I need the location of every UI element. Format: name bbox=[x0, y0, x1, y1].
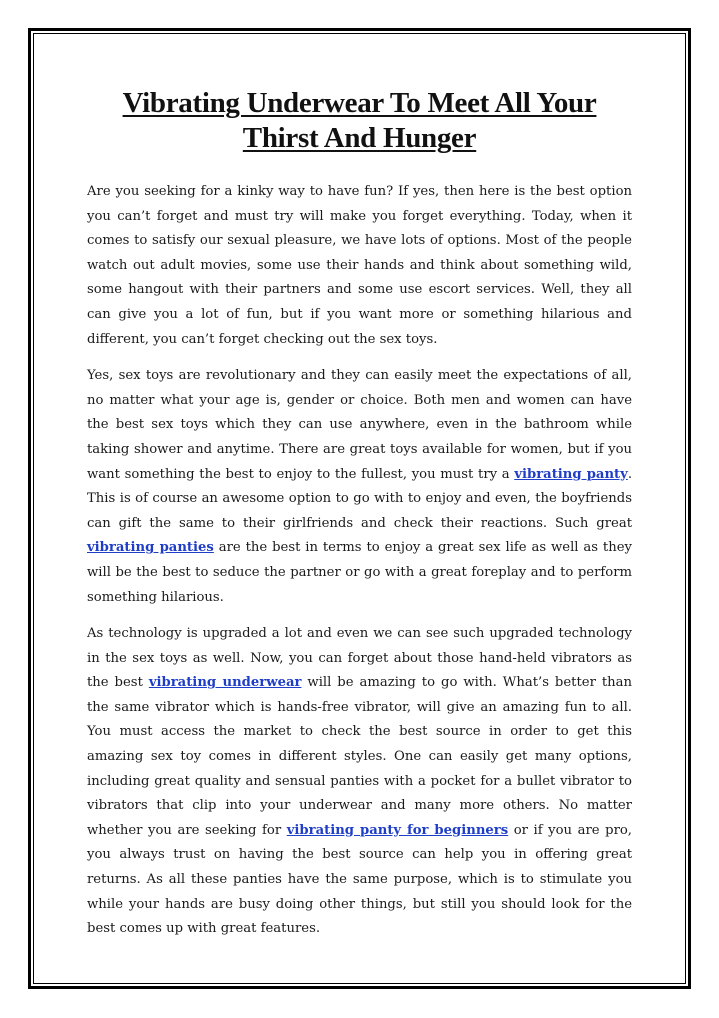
paragraph-2-text-c: are the best in terms to enjoy a great sex life as well as they will be the best to seduce the partner or go with a great foreplay and to perform something hilarious. bbox=[87, 540, 632, 605]
vibrating-panty-for-beginners-link[interactable]: vibrating panty for beginners bbox=[286, 822, 509, 838]
vibrating-panty-link[interactable]: vibrating panty bbox=[514, 466, 628, 482]
paragraph-2-text-b: . This is of course an awesome option to go with to enjoy and even, the boyfriends can gift the same to their girlfriends and check their reactions. Such great bbox=[87, 466, 633, 531]
paragraph-3-text-c: or if you are pro, you always trust on having the best source can help you in offering great returns. As all these panties have the same purpose, which is to stimulate you while your hands are busy doing other things, but still you should look for the best comes up with great features. bbox=[87, 822, 632, 937]
title-line-1: Vibrating Underwear To Meet All Your bbox=[122, 87, 597, 119]
vibrating-underwear-link[interactable]: vibrating underwear bbox=[148, 675, 302, 691]
vibrating-panties-link[interactable]: vibrating panties bbox=[87, 540, 214, 556]
paragraph-3-text-a: As technology is upgraded a lot and even we can see such upgraded technology in the sex toys as well. Now, you can forget about those hand-held vibrators as the best bbox=[87, 626, 632, 691]
paragraph-3 bbox=[87, 622, 632, 942]
paragraph-1: Are you seeking for a kinky way to have fun? If yes, then here is the best option you can’t forget and must try will make you forget everything. Today, when it comes to satisfy our sexual pleasure, we have lots of options. Most of the people watch out adult movies, some use their hands and think about something wild, some hangout with their partners and some use escort services. Well, they all can give you a lot of fun, but if you want more or something hilarious and different, you can’t forget checking out the sex toys. bbox=[87, 184, 632, 347]
paragraph-3-text-b: will be amazing to go with. What’s better than the same vibrator which is hands-free vibrator, will give an amazing fun to all. You must access the market to check the best source in order to get this amazing sex toy comes in different styles. One can easily get many options, including great quality and sensual panties with a pocket for a bullet vibrator to vibrators that clip into your underwear and many more others. No matter whether you are seeking for bbox=[87, 675, 632, 838]
document-body bbox=[87, 86, 632, 954]
document-title bbox=[87, 86, 632, 156]
paragraph-2 bbox=[87, 364, 632, 610]
paragraph-2-text-a: Yes, sex toys are revolutionary and they can easily meet the expectations of all, no matter what your age is, gender or choice. Both men and women can have the best sex toys which they can use anywhere, even in the bathroom while taking shower and anytime. There are great toys available for women, but if you want something the best to enjoy to the fullest, you must try a bbox=[87, 368, 632, 482]
title-line-2: Thirst And Hunger bbox=[242, 122, 477, 154]
